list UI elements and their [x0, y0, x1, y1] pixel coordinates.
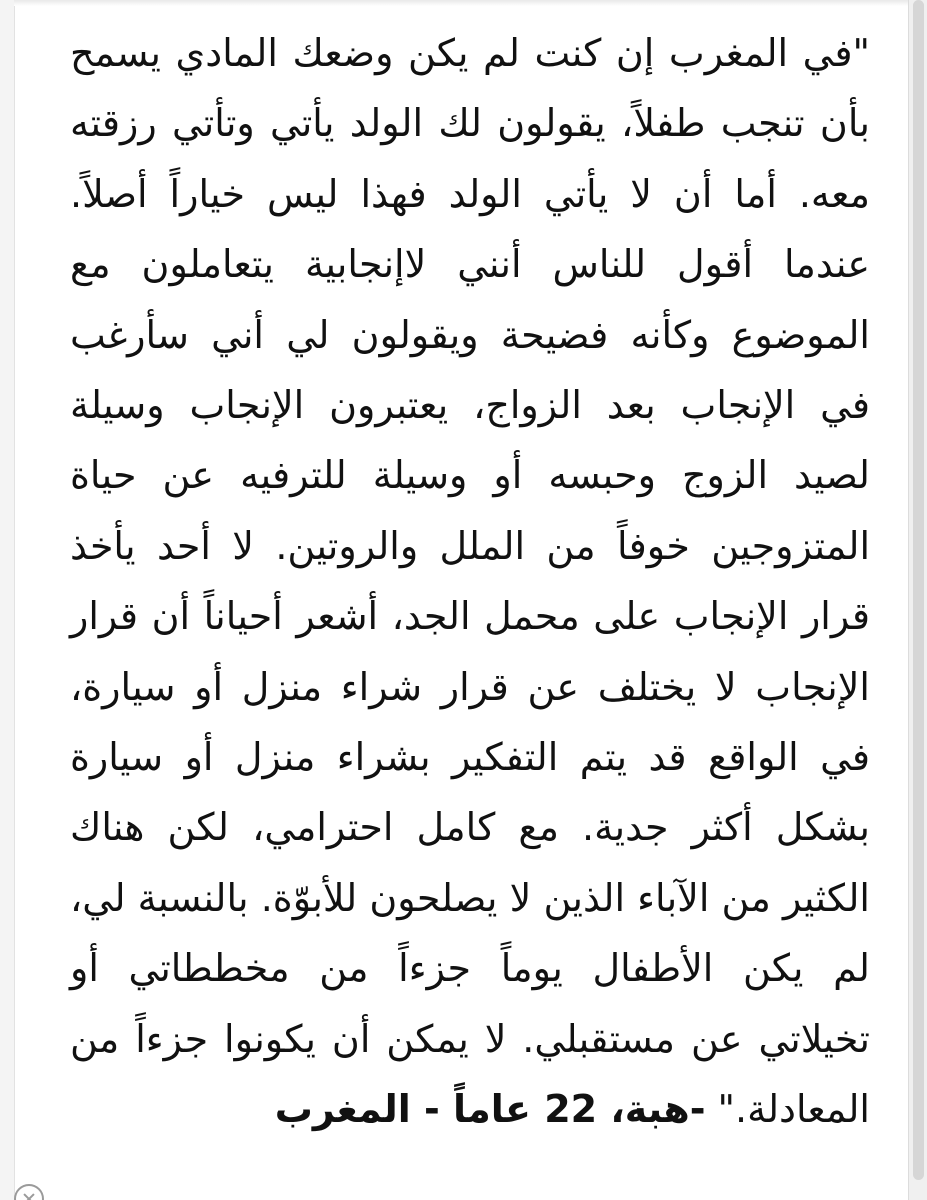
article-text — [70, 18, 870, 1145]
quote-body: "في المغرب إن كنت لم يكن وضعك المادي يسمح بأن تنجب طفلاً، يقولون لك الولد يأتي وتأتي رزقته معه. أما أن لا يأتي الولد فهذا ليس خياراً أصلاً. عندما أقول للناس أنني لاإنجابية يتعاملون مع الموضوع وكأنه فضيحة ويقولون لي أني سأرغب في الإنجاب بعد الزواج، يعتبرون الإنجاب وسيلة لصيد الزوج وحبسه أو وسيلة للترفيه عن حياة المتزوجين خوفاً من الملل والروتين. لا أحد يأخذ قرار الإنجاب على محمل الجد، أشعر أحياناً أن قرار الإنجاب لا يختلف عن قرار شراء منزل أو سيارة، في الواقع قد يتم التفكير بشراء منزل أو سيارة بشكل أكثر جدية. مع كامل احترامي، لكن هناك الكثير من الآباء الذين لا يصلحون للأبوّة. بالنسبة لي، لم يكن الأطفال يوماً جزءاً من مخططاتي أو تخيلاتي عن مستقبلي. لا يمكن أن يكونوا جزءاً من المعادلة." — [70, 31, 870, 1132]
quote-attribution: -هبة، 22 عاماً - المغرب — [274, 1087, 706, 1132]
scrollbar-thumb[interactable] — [913, 0, 924, 1180]
scrollbar[interactable] — [908, 0, 927, 1200]
top-shadow — [14, 0, 909, 6]
close-circle-icon[interactable] — [14, 1184, 44, 1200]
left-edge — [0, 0, 15, 1200]
